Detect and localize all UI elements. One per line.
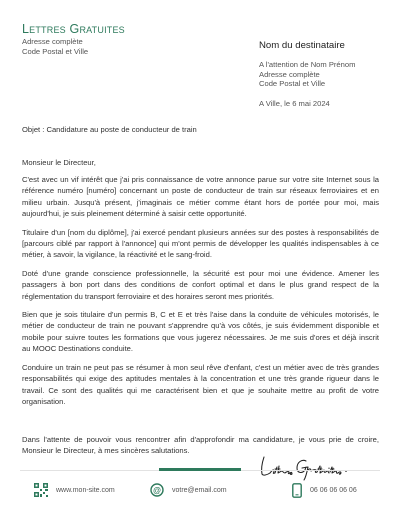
recipient-address: Adresse complète [259, 69, 320, 79]
recipient-block [259, 40, 355, 89]
letter-date: A Ville, le 6 mai 2024 [259, 99, 330, 108]
footer-phone-text[interactable]: 06 06 06 06 06 [310, 487, 357, 494]
at-sign-icon [150, 483, 164, 497]
phone-icon [292, 483, 302, 498]
letter-closing: Dans l'attente de pouvoir vous rencontrer afin d'approfondir ma candidature, je vous prie de croire, Monsieur le Directeur, à mes sincères salutations. [22, 435, 379, 456]
qr-code-icon [34, 483, 48, 497]
sender-block [22, 22, 125, 56]
body-paragraph: Conduire un train ne peut pas se résumer à mon seul rêve d'enfant, c'est un métier avec de très grandes responsabilités qui exige des aptitudes mentales à la concentration et une très grande rigueur dans le travail. Ce sont des qualités qui me caractérisent bien et que je souhaite mettre au profit de votre organisation. [22, 362, 379, 406]
letter-body [22, 174, 379, 414]
body-paragraph: Bien que je sois titulaire d'un permis B, C et E et très l'aise dans la conduite de véhicules motorisés, le métier de conducteur de train ne pouvant s'apprendre qu'à vos côtés, je suis évidemment disponible et mobile pour suivre toutes les formations que vous jugerez nécessaires. Je me suis d'ores et déjà inscrit au MOOC Destinations conduite. [22, 310, 379, 354]
letter-greeting: Monsieur le Directeur, [22, 158, 96, 167]
body-paragraph: C'est avec un vif intérêt que j'ai pris connaissance de votre annonce parue sur votre site Internet sous la référence numéro [numéro] concernant un poste de conducteur de train sur réseaux ferroviaires et en milieu urbain. Jusqu'à présent, j'imaginais ce métier comme étant hors de portée pour moi, mais aujourd'hui, je suis pleinement déterminé à saisir cette opportunité. [22, 175, 379, 219]
recipient-name: Nom du destinataire [259, 40, 345, 51]
sender-address: Adresse complète [22, 37, 83, 46]
footer-website [34, 483, 115, 497]
footer-website-text[interactable]: www.mon-site.com [56, 486, 115, 494]
footer-email [150, 483, 227, 497]
sender-brand: Lettres Gratuites [22, 22, 125, 36]
footer-accent-bar [159, 468, 241, 471]
letter-subject: Objet : Candidature au poste de conducteur de train [22, 125, 197, 134]
signature-drawing [258, 453, 354, 483]
body-paragraph: Titulaire d'un [nom du diplôme], j'ai exercé pendant plusieurs années sur des postes à responsabilités de [parcours ciblé par rapport à l'annonce] qui m'ont permis de développer les qualités indispensables à ce métier, à savoir, la vigilance, la réactivité et le sang-froid. [22, 227, 379, 260]
svg-text:@: @ [153, 486, 161, 495]
body-paragraph: Doté d'une grande conscience professionnelle, la sécurité est pour moi une évidence. Amener les passagers à bon port dans des conditions de confort optimal et dans le plus grand respect de la réglementation du transport ferroviaire et des horaires seront mes priorités. [22, 268, 379, 301]
footer-phone [292, 483, 357, 498]
recipient-attention: A l'attention de Nom Prénom [259, 60, 356, 69]
recipient-postal-city: Code Postal et Ville [259, 79, 326, 88]
footer-email-text[interactable]: votre@email.com [172, 486, 227, 494]
sender-postal-city: Code Postal et Ville [22, 46, 89, 56]
